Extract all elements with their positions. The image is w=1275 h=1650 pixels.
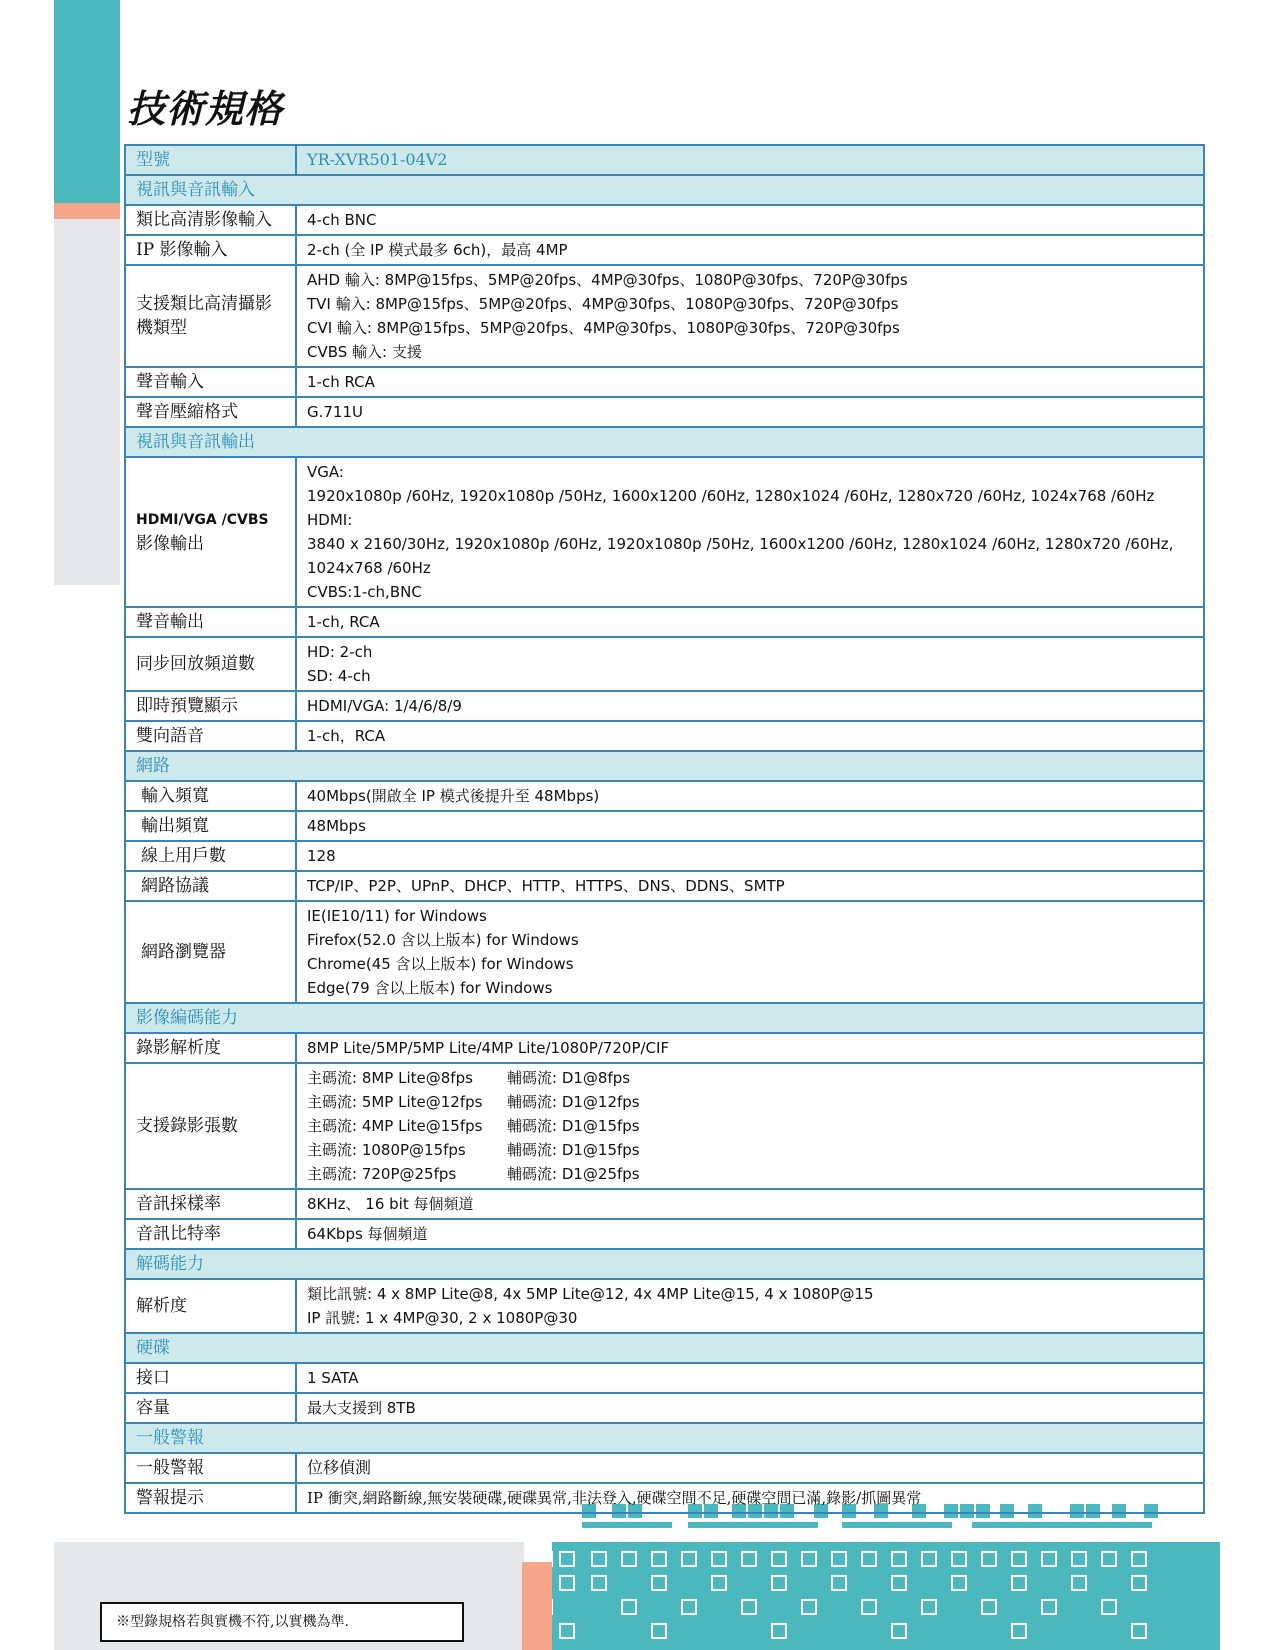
section-header: 影像編碼能力 [125,1003,1204,1033]
row-label: IP 影像輸入 [125,235,296,265]
main-stream: 主碼流: 5MP Lite@12fps [307,1093,483,1111]
row-label: 聲音輸出 [125,607,296,637]
row-label [125,457,296,607]
row-value: IP 衝突,網路斷線,無安裝硬碟,硬碟異常,非法登入,硬碟空間不足,硬碟空間已滿,錄影/抓圖異常 [296,1483,1204,1513]
row-value: HDMI/VGA: 1/4/6/8/9 [296,691,1204,721]
row-label: 音訊採樣率 [125,1189,296,1219]
text-line: 3840 x 2160/30Hz, 1920x1080p /60Hz, 1920x1080p /50Hz, 1600x1200 /60Hz, 1280x1024 /60Hz, 1280x720 /60Hz, 1024x768 /60Hz [307,535,1174,577]
section-header: 視訊與音訊輸出 [125,427,1204,457]
text-line: 類比訊號: 4 x 8MP Lite@8, 4x 5MP Lite@12, 4x 4MP Lite@15, 4 x 1080P@15 [307,1285,874,1303]
table-row [125,1453,1204,1483]
table-row [125,205,1204,235]
table-row [125,1363,1204,1393]
row-value [296,265,1204,367]
sub-stream: 輔碼流: D1@8fps [507,1069,631,1087]
table-row [125,1483,1204,1513]
text-line: HDMI: [307,511,353,529]
row-value: 4-ch BNC [296,205,1204,235]
text-line: CVBS:1-ch,BNC [307,583,422,601]
table-row [125,691,1204,721]
row-label: 音訊比特率 [125,1219,296,1249]
table-row [125,871,1204,901]
main-stream: 主碼流: 1080P@15fps [307,1141,466,1159]
row-value: 1 SATA [296,1363,1204,1393]
decor-grey-bar [54,219,120,585]
row-value [296,901,1204,1003]
row-label: 警報提示 [125,1483,296,1513]
table-row [125,1219,1204,1249]
table-row [125,457,1204,607]
text-line: AHD 輸入: 8MP@15fps、5MP@20fps、4MP@30fps、1080P@30fps、720P@30fps [307,271,908,289]
row-value [296,457,1204,607]
text-line: TVI 輸入: 8MP@15fps、5MP@20fps、4MP@30fps、1080P@30fps、720P@30fps [307,295,899,313]
row-label: 線上用戶數 [125,841,296,871]
table-row [125,1189,1204,1219]
row-label: 接口 [125,1363,296,1393]
row-label: 網路協議 [125,871,296,901]
main-stream: 主碼流: 720P@25fps [307,1165,457,1183]
row-label: 容量 [125,1393,296,1423]
text-line: CVI 輸入: 8MP@15fps、5MP@20fps、4MP@30fps、1080P@30fps、720P@30fps [307,319,900,337]
section-header: 硬碟 [125,1333,1204,1363]
row-value: 2-ch (全 IP 模式最多 6ch)，最高 4MP [296,235,1204,265]
sub-stream: 輔碼流: D1@12fps [507,1093,640,1111]
row-label: 網路瀏覽器 [125,901,296,1003]
text-line [307,1138,1193,1162]
row-label: 聲音輸入 [125,367,296,397]
table-row [125,901,1204,1003]
row-label-text: 影像輸出 [136,534,204,554]
row-value: G.711U [296,397,1204,427]
text-line [307,1162,1193,1186]
table-row [125,841,1204,871]
sub-stream: 輔碼流: D1@15fps [507,1141,640,1159]
row-value: 8MP Lite/5MP/5MP Lite/4MP Lite/1080P/720P/CIF [296,1033,1204,1063]
row-label: 輸出頻寬 [125,811,296,841]
row-value: 1-ch, RCA [296,607,1204,637]
table-row [125,1393,1204,1423]
row-value: 8KHz、 16 bit 每個頻道 [296,1189,1204,1219]
decor-teal-bar [54,0,120,203]
row-value: 最大支援到 8TB [296,1393,1204,1423]
table-row [125,637,1204,691]
row-value: 40Mbps(開啟全 IP 模式後提升至 48Mbps) [296,781,1204,811]
row-value: 128 [296,841,1204,871]
text-line: Firefox(52.0 含以上版本) for Windows [307,931,579,949]
row-value: 1-ch，RCA [296,721,1204,751]
decor-bottom-peach [522,1562,552,1650]
row-value: 64Kbps 每個頻道 [296,1219,1204,1249]
sub-stream: 輔碼流: D1@25fps [507,1165,640,1183]
table-row [125,607,1204,637]
table-row [125,721,1204,751]
row-label: 錄影解析度 [125,1033,296,1063]
table-row [125,397,1204,427]
row-label: 聲音壓縮格式 [125,397,296,427]
text-line [307,1090,1193,1114]
table-row [125,265,1204,367]
row-label: 輸入頻寬 [125,781,296,811]
spec-table [124,144,1205,1514]
row-label: 支援錄影張數 [125,1063,296,1189]
section-header: 一般警報 [125,1423,1204,1453]
section-header: 解碼能力 [125,1249,1204,1279]
footnote: ※型錄規格若與實機不符,以實機為準. [100,1602,464,1642]
text-line: VGA: [307,463,344,481]
sub-stream: 輔碼流: D1@15fps [507,1117,640,1135]
decor-peach-bar [54,203,120,219]
row-label: 同步回放頻道數 [125,637,296,691]
section-header: 視訊與音訊輸入 [125,175,1204,205]
table-row [125,811,1204,841]
main-stream: 主碼流: 8MP Lite@8fps [307,1069,473,1087]
row-value: 位移偵測 [296,1453,1204,1483]
text-line [307,1114,1193,1138]
row-value [296,1063,1204,1189]
text-line: HD: 2-ch [307,643,373,661]
table-row [125,235,1204,265]
row-value: 1-ch RCA [296,367,1204,397]
table-row [125,1279,1204,1333]
text-line [307,1066,1193,1090]
row-value: 48Mbps [296,811,1204,841]
text-line: Edge(79 含以上版本) for Windows [307,979,553,997]
text-line: IP 訊號: 1 x 4MP@30, 2 x 1080P@30 [307,1309,578,1327]
row-label: 即時預覽顯示 [125,691,296,721]
row-label: 一般警報 [125,1453,296,1483]
row-label: 雙向語音 [125,721,296,751]
section-header: 網路 [125,751,1204,781]
text-line: SD: 4-ch [307,667,371,685]
row-label-bold: HDMI/VGA /CVBS [136,512,269,528]
row-value [296,1279,1204,1333]
table-row [125,145,1204,175]
table-row [125,367,1204,397]
model-value: YR-XVR501-04V2 [296,145,1204,175]
text-line: CVBS 輸入: 支援 [307,343,422,361]
row-label: 支援類比高清攝影機類型 [125,265,296,367]
text-line: Chrome(45 含以上版本) for Windows [307,955,574,973]
row-label: 類比高清影像輸入 [125,205,296,235]
text-line: IE(IE10/11) for Windows [307,907,487,925]
main-stream: 主碼流: 4MP Lite@15fps [307,1117,483,1135]
page-title: 技術規格 [127,86,284,131]
row-label: 解析度 [125,1279,296,1333]
decor-grid-pattern [552,1498,1220,1650]
model-label: 型號 [125,145,296,175]
table-row [125,1033,1204,1063]
text-line: 1920x1080p /60Hz, 1920x1080p /50Hz, 1600x1200 /60Hz, 1280x1024 /60Hz, 1280x720 /60Hz, 1024x768 /60Hz [307,487,1155,505]
table-row [125,781,1204,811]
row-value: TCP/IP、P2P、UPnP、DHCP、HTTP、HTTPS、DNS、DDNS、SMTP [296,871,1204,901]
row-value [296,637,1204,691]
table-row [125,1063,1204,1189]
